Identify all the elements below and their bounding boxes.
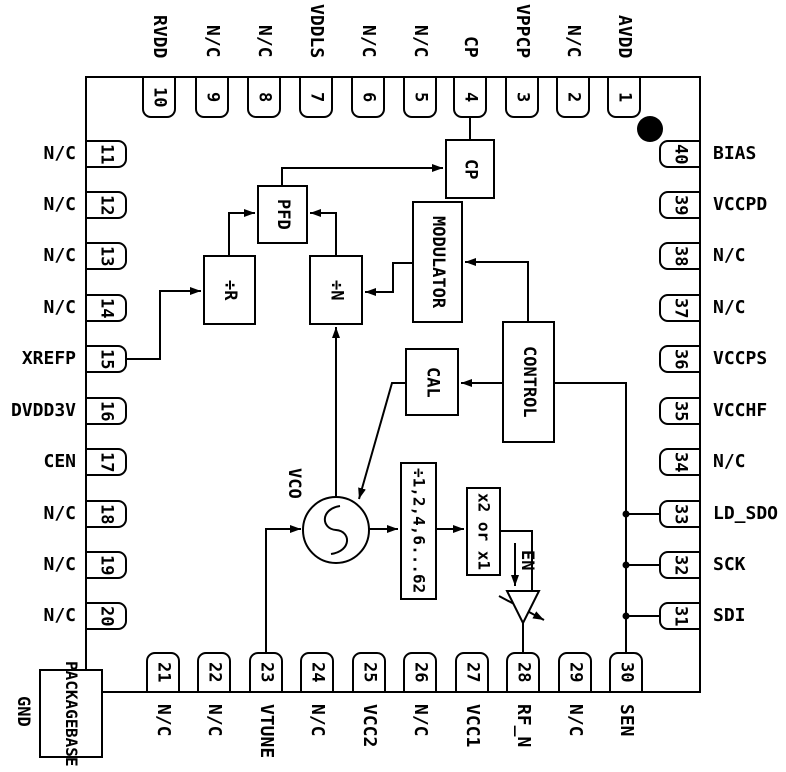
pin-25-number: 25 (359, 662, 380, 683)
pin-16-number: 16 (96, 400, 117, 422)
pin-40-box (659, 140, 701, 168)
block-control: CONTROL (502, 321, 555, 443)
pin-13-label: N/C (43, 245, 76, 266)
pin-39-box (659, 191, 701, 219)
pin-5-label: N/C (410, 25, 431, 58)
wire-divr-pfd (229, 213, 255, 257)
pin-7-box (299, 76, 333, 118)
pin-22-label: N/C (204, 704, 225, 737)
pin-31-box (659, 602, 701, 630)
pin-27-box (455, 652, 489, 693)
wire-xrefp-divr (127, 291, 201, 359)
pin-10-box (142, 76, 176, 118)
vco-label: VCO (284, 468, 304, 499)
pin-33-number: 33 (670, 503, 691, 525)
pin-38-number: 38 (670, 245, 691, 267)
pin-22-number: 22 (204, 662, 225, 683)
pin-9-box (195, 76, 229, 118)
pin-1-label: AVDD (614, 14, 635, 58)
pin1-marker-dot (637, 116, 663, 142)
pin-34-label: N/C (713, 451, 746, 472)
pin-16-box (85, 397, 127, 425)
wire-mod-divn (365, 263, 412, 292)
pin-2-box (556, 76, 590, 118)
pin-9-number: 9 (202, 91, 223, 103)
pin-13-box (85, 242, 127, 270)
pin-40-label: BIAS (713, 143, 757, 164)
pin-28-box (506, 652, 540, 693)
pin-7-number: 7 (306, 91, 327, 103)
pin-5-number: 5 (410, 91, 431, 103)
pin-26-label: N/C (410, 704, 431, 737)
pin-11-box (85, 140, 127, 168)
en-label: EN (517, 550, 537, 571)
junction-dot (623, 511, 630, 518)
pin-29-label: N/C (565, 704, 586, 737)
pin-3-label: VPPCP (512, 3, 533, 58)
pin-24-box (300, 652, 334, 693)
pin-21-label: N/C (153, 704, 174, 737)
pin-17-label: CEN (43, 451, 76, 472)
pin-35-label: VCCHF (713, 400, 768, 421)
pin-18-label: N/C (43, 503, 76, 524)
wire-control-bus (555, 383, 626, 652)
pin-29-box (558, 652, 592, 693)
block-div-n: ÷N (309, 255, 363, 325)
pin-25-label: VCC2 (359, 704, 380, 748)
pin-11-number: 11 (96, 143, 117, 165)
junction-dot (623, 562, 630, 569)
block-cp: CP (445, 139, 495, 199)
pin-36-number: 36 (670, 348, 691, 370)
amplifier-icon (507, 591, 539, 623)
block-cal: CAL (405, 348, 459, 416)
gnd-label: GND (13, 696, 33, 727)
pin-34-number: 34 (670, 451, 691, 473)
pin-26-number: 26 (410, 662, 431, 683)
pin-15-label: XREFP (21, 348, 76, 369)
block-multi-divider: ÷1,2,4,6...62 (400, 462, 437, 600)
pin-40-number: 40 (670, 143, 691, 165)
pin-39-label: VCCPD (713, 194, 768, 215)
pin-4-number: 4 (460, 91, 481, 103)
pin-12-box (85, 191, 127, 219)
pin-10-label: RVDD (149, 14, 170, 58)
pin-33-label: LD_SDO (713, 503, 779, 524)
pin-7-label: VDDLS (306, 3, 327, 58)
pin-31-label: SDI (713, 605, 746, 626)
pin-36-box (659, 345, 701, 373)
pin-38-label: N/C (713, 245, 746, 266)
pin-19-number: 19 (96, 554, 117, 576)
pin-3-box (505, 76, 539, 118)
block-div-r: ÷R (203, 255, 256, 325)
pin-20-label: N/C (43, 605, 76, 626)
pin-23-box (249, 652, 283, 693)
pin-19-box (85, 551, 127, 579)
pin-22-box (197, 652, 231, 693)
pin-31-number: 31 (670, 605, 691, 627)
pin-6-number: 6 (358, 91, 379, 103)
block-doubler: x2 or x1 (466, 487, 501, 576)
pin-6-label: N/C (358, 25, 379, 58)
pin-34-box (659, 448, 701, 476)
pin-9-label: N/C (202, 25, 223, 58)
pin-32-number: 32 (670, 554, 691, 576)
pin-12-number: 12 (96, 194, 117, 216)
pin-26-box (403, 652, 437, 693)
package-base-label-line: PACKAGE (62, 660, 82, 728)
pin-30-number: 30 (616, 662, 637, 683)
pin-2-number: 2 (563, 91, 584, 103)
pin-30-label: SEN (616, 704, 637, 737)
pin-8-label: N/C (254, 25, 275, 58)
pin-30-box (609, 652, 643, 693)
pin-18-number: 18 (96, 503, 117, 525)
block-pfd: PFD (257, 185, 308, 244)
pin-13-number: 13 (96, 245, 117, 267)
pin-1-number: 1 (614, 91, 635, 103)
pin-11-label: N/C (43, 143, 76, 164)
pin-21-box (146, 652, 180, 693)
pin-33-box (659, 500, 701, 528)
pin-37-number: 37 (670, 297, 691, 319)
pin-27-label: VCC1 (462, 704, 483, 748)
block-modulator: MODULATOR (412, 201, 463, 323)
pin-23-label: VTUNE (256, 704, 277, 759)
wire-divn-pfd (310, 213, 336, 257)
pin-8-box (247, 76, 281, 118)
pin-5-box (403, 76, 437, 118)
pin-15-number: 15 (96, 348, 117, 370)
pin-4-label: CP (460, 36, 481, 58)
pin-29-number: 29 (565, 662, 586, 683)
pin-24-label: N/C (307, 704, 328, 737)
pin-18-box (85, 500, 127, 528)
pin-24-number: 24 (307, 662, 328, 683)
pin-14-number: 14 (96, 297, 117, 319)
pin-14-label: N/C (43, 297, 76, 318)
wire-control-mod (465, 262, 528, 321)
pin-17-number: 17 (96, 451, 117, 473)
pin-35-number: 35 (670, 400, 691, 422)
pin-6-box (351, 76, 385, 118)
pin-20-number: 20 (96, 605, 117, 627)
pin-37-label: N/C (713, 297, 746, 318)
pin-2-label: N/C (563, 25, 584, 58)
pin-25-box (352, 652, 386, 693)
wire-cal-vco (359, 383, 405, 499)
pin-28-label: RF_N (513, 704, 534, 748)
package-base-box (39, 660, 103, 767)
pin-12-label: N/C (43, 194, 76, 215)
pin-37-box (659, 294, 701, 322)
pin-16-label: DVDD3V (10, 400, 76, 421)
pin-17-box (85, 448, 127, 476)
pin-39-number: 39 (670, 194, 691, 216)
junction-dot (623, 613, 630, 620)
pin-35-box (659, 397, 701, 425)
pin-14-box (85, 294, 127, 322)
package-base-label-line: BASE (62, 727, 82, 767)
pin-38-box (659, 242, 701, 270)
pin-1-box (607, 76, 641, 118)
pin-27-number: 27 (462, 662, 483, 683)
pin-19-label: N/C (43, 554, 76, 575)
pin-32-box (659, 551, 701, 579)
pin-4-box (453, 76, 487, 118)
pin-15-box (85, 345, 127, 373)
wire-vtune-vco (266, 529, 301, 652)
pin-3-number: 3 (512, 91, 533, 103)
pin-32-label: SCK (713, 554, 746, 575)
pin-36-label: VCCPS (713, 348, 768, 369)
pin-10-number: 10 (149, 86, 170, 108)
pin-23-number: 23 (256, 662, 277, 683)
pin-28-number: 28 (513, 662, 534, 683)
pin-8-number: 8 (254, 91, 275, 103)
pin-21-number: 21 (153, 662, 174, 683)
pin-20-box (85, 602, 127, 630)
